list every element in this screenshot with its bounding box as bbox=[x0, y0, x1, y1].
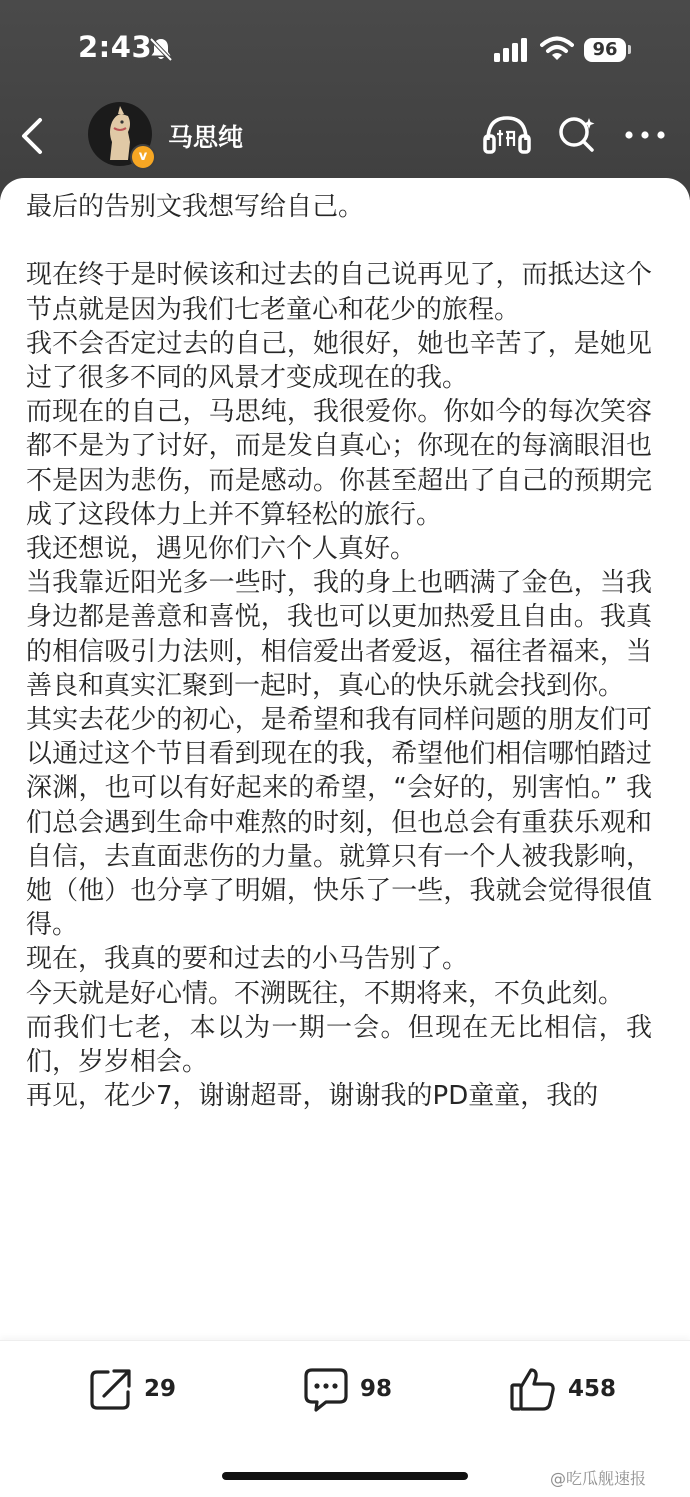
search-icon[interactable] bbox=[556, 114, 598, 156]
post-paragraph: 再见，花少7，谢谢超哥，谢谢我的PD童童，我的 bbox=[26, 1081, 599, 1112]
post-paragraph: 现在终于是时候该和过去的自己说再见了，而抵达这个节点就是因为我们七老童心和花少的旅程。 bbox=[26, 260, 652, 325]
post-paragraph: 我不会否定过去的自己，她很好，她也辛苦了，是她见过了很多不同的风景才变成现在的我。 bbox=[26, 328, 652, 393]
post-paragraph: 而我们七老，本以为一期一会。但现在无比相信，我们，岁岁相会。 bbox=[26, 1012, 652, 1078]
post-paragraph: 现在，我真的要和过去的小马告别了。 bbox=[26, 944, 469, 975]
post-paragraph: 今天就是好心情。不溯既往，不期将来，不负此刻。 bbox=[26, 978, 625, 1009]
more-options-icon[interactable] bbox=[624, 130, 666, 140]
post-paragraph: 其实去花少的初心，是希望和我有同样问题的朋友们可以通过这个节目看到现在的我，希望他们相信哪怕踏过深渊，也可以有好起来的希望，“会好的，别害怕。” 我们总会遇到生命中难熬的时刻，但也总会有重获乐观和自信，去直面悲伤的力量。就算只有一个人被我影响，她（他）也分享了明媚，快乐了一些，我就会觉得很值得。 bbox=[26, 705, 652, 941]
post-paragraph: 我还想说，遇见你们六个人真好。 bbox=[26, 534, 417, 565]
repost-button[interactable] bbox=[88, 1366, 188, 1414]
battery-tip bbox=[628, 45, 631, 54]
post-paragraph: 最后的告别文我想写给自己。 bbox=[26, 192, 365, 222]
verified-badge-icon: v bbox=[130, 144, 156, 170]
status-time: 2:43 bbox=[78, 30, 153, 64]
like-button[interactable] bbox=[510, 1366, 630, 1414]
post-text bbox=[26, 190, 652, 1340]
post-paragraph-blank bbox=[26, 224, 652, 258]
post-paragraph: 而现在的自己，马思纯，我很爱你。你如今的每次笑容都不是为了讨好，而是发自真心；你现在的每滴眼泪也不是因为悲伤，而是感动。你甚至超出了自己的预期完成了这段体力上并不算轻松的旅行。 bbox=[26, 397, 652, 530]
headphones-listen-icon[interactable] bbox=[482, 112, 532, 156]
back-arrow-icon[interactable] bbox=[18, 116, 48, 156]
comment-button[interactable] bbox=[302, 1366, 412, 1414]
signal-icon bbox=[494, 38, 530, 62]
repost-icon bbox=[88, 1366, 134, 1412]
repost-count: 29 bbox=[144, 1376, 177, 1402]
post-paragraph: 当我靠近阳光多一些时，我的身上也晒满了金色，当我身边都是善意和喜悦，我也可以更加热爱且自由。我真的相信吸引力法则，相信爱出者爱返，福往者福来，当善良和真实汇聚到一起时，真心的快乐就会找到你。 bbox=[26, 568, 652, 701]
wifi-icon bbox=[540, 36, 574, 62]
like-count: 458 bbox=[568, 1376, 617, 1402]
comment-count: 98 bbox=[360, 1376, 393, 1402]
bell-muted-icon bbox=[148, 36, 174, 62]
home-indicator bbox=[222, 1472, 468, 1480]
watermark: @吃瓜舰速报 bbox=[550, 1469, 647, 1488]
username[interactable]: 马思纯 bbox=[168, 123, 244, 152]
comment-icon bbox=[302, 1366, 350, 1414]
battery-indicator: 96 bbox=[584, 38, 626, 62]
thumbs-up-icon bbox=[510, 1366, 556, 1412]
